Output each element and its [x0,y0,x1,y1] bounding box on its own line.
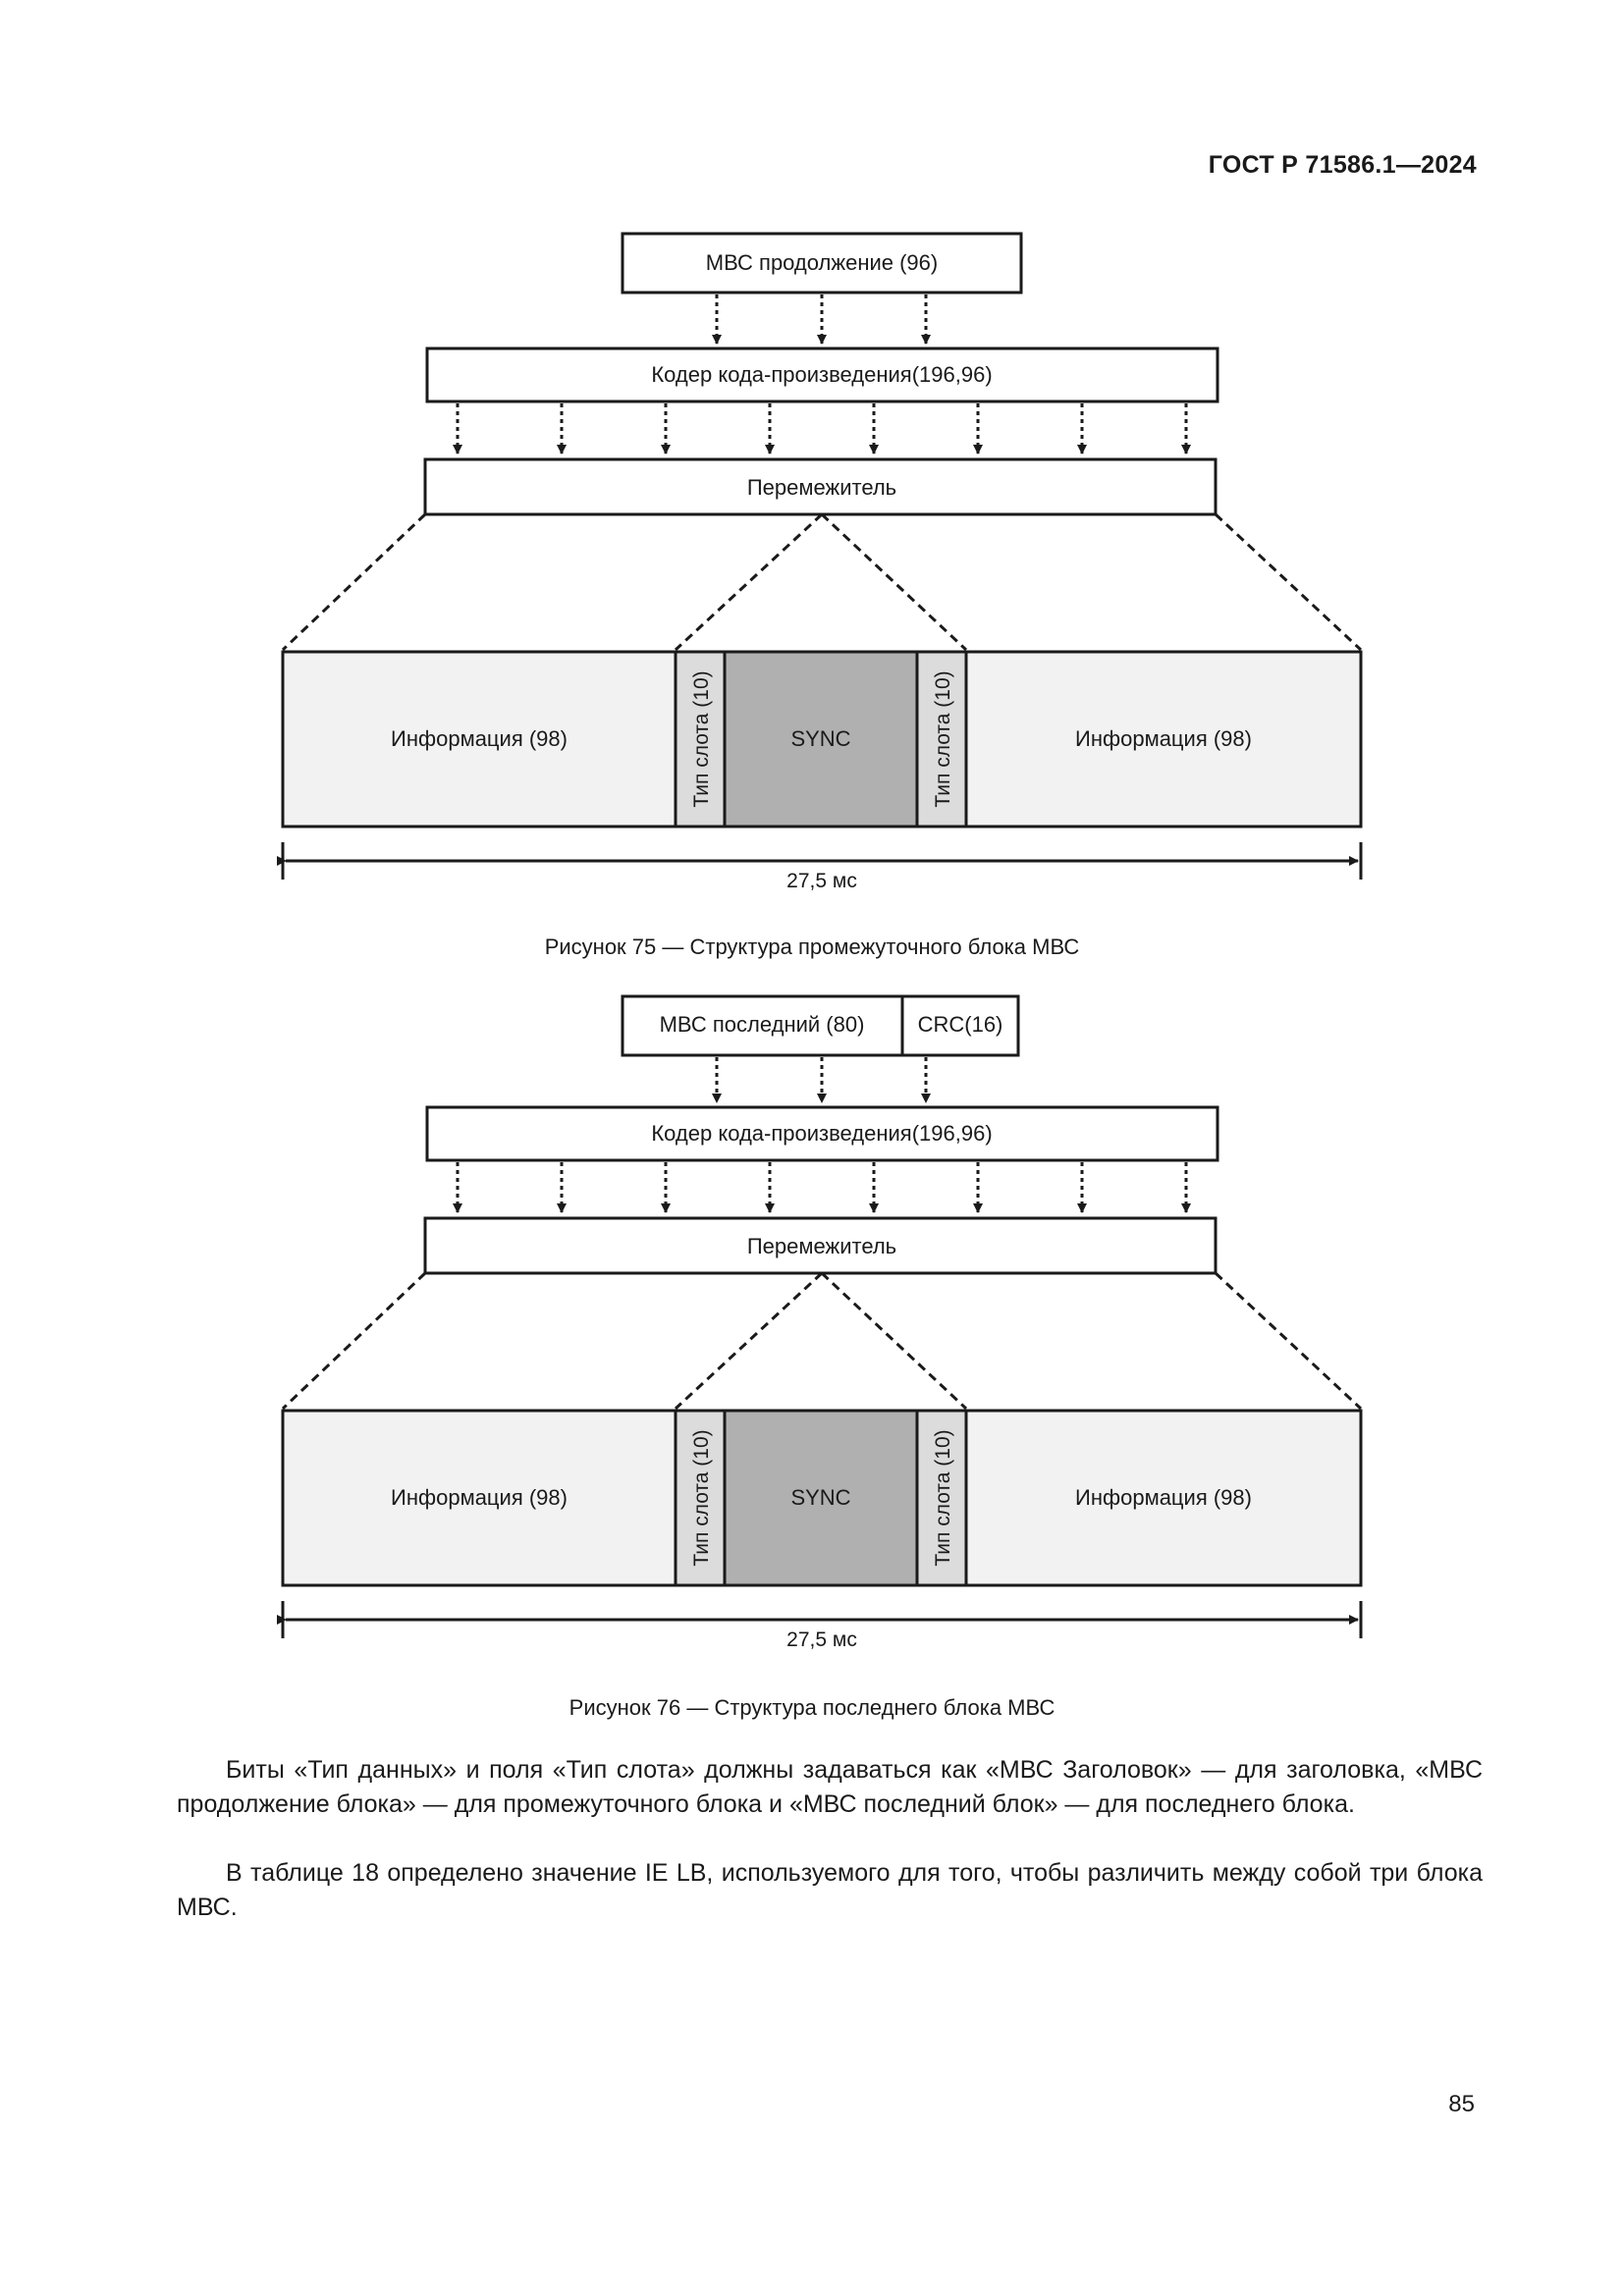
expansion-lines [283,1273,1361,1409]
top-block [623,234,1021,293]
encoder-to-interleaver-arrows [458,1162,1186,1212]
top-to-encoder-arrows [717,1057,926,1102]
slot-type-left-label: Тип слота (10) [690,1429,713,1567]
document-code: ГОСТ Р 71586.1—2024 [1208,151,1477,179]
encoder-to-interleaver-arrows [458,403,1186,454]
info-left-label: Информация (98) [391,726,568,751]
info-right-label: Информация (98) [1075,726,1252,751]
figure-76-diagram [0,985,1624,1662]
duration-label: 27,5 мс [786,870,857,892]
encoder-block [427,348,1218,401]
body-paragraph-2: В таблице 18 определено значение IE LB, используемого для того, чтобы различить между собой три блока МВС. [177,1859,1483,1921]
crc-block-label: CRC(16) [917,1012,1003,1037]
duration-dimension [283,842,1361,892]
top-block-label: МВС продолжение (96) [705,250,939,275]
encoder-label: Кодер кода-произведения(196,96) [651,362,993,387]
info-right-label: Информация (98) [1075,1485,1252,1510]
encoder-block [427,1107,1218,1160]
top-block [623,996,1018,1055]
burst-structure [283,1411,1361,1585]
interleaver-label: Перемежитель [746,1234,897,1258]
slot-type-left-label: Тип слота (10) [690,670,713,808]
sync-label: SYNC [790,726,851,751]
expansion-lines [283,514,1361,650]
slot-type-right-label: Тип слота (10) [932,1429,954,1567]
duration-label: 27,5 мс [786,1629,857,1651]
figure-75-caption: Рисунок 75 — Структура промежуточного блока МВС [544,934,1080,959]
burst-structure [283,652,1361,827]
interleaver-label: Перемежитель [746,475,897,500]
encoder-label: Кодер кода-произведения(196,96) [651,1121,993,1146]
top-block-label: МВС последний (80) [659,1012,865,1037]
duration-dimension [283,1601,1361,1651]
page-number: 85 [1448,2091,1475,2117]
info-left-label: Информация (98) [391,1485,568,1510]
interleaver-block [425,459,1216,514]
figure-76-caption: Рисунок 76 — Структура последнего блока МВС [568,1695,1056,1720]
interleaver-block [425,1218,1216,1273]
slot-type-right-label: Тип слота (10) [932,670,954,808]
body-paragraph-1: Биты «Тип данных» и поля «Тип слота» должны задаваться как «МВС Заголовок» — для заголовка, «МВС продолжение блока» — для промежуточного блока и «МВС последний блок» — для последнего блока. [177,1756,1483,1818]
sync-label: SYNC [790,1485,851,1510]
top-to-encoder-arrows [717,294,926,344]
figure-75-diagram [0,226,1624,903]
